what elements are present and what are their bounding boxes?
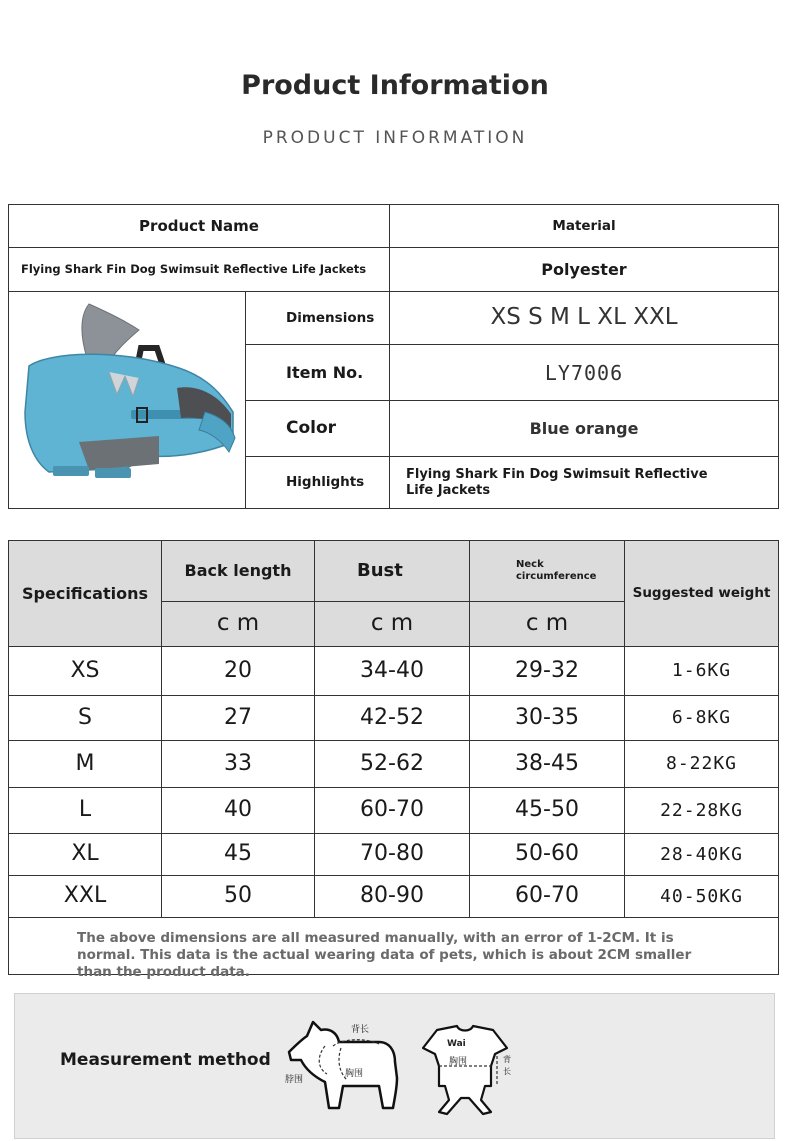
- measurement-note: The above dimensions are all measured manually, with an error of 1-2CM. It is normal. This data is the actual wearing data of pets, which is about 2CM smaller than the product data.: [8, 917, 779, 975]
- front-back-label-2: 长: [503, 1067, 511, 1076]
- product-info-table: [8, 204, 779, 509]
- bust-unit: c m: [314, 601, 470, 647]
- size-chart-table: [8, 540, 779, 980]
- neck-unit: c m: [469, 601, 625, 647]
- row-size: XS: [8, 646, 162, 696]
- material-value: Polyester: [389, 247, 779, 292]
- row-back-length: 20: [161, 646, 315, 696]
- garment-front-diagram-icon: [415, 1022, 515, 1118]
- row-back-length: 50: [161, 875, 315, 918]
- color-label: Color: [245, 400, 390, 457]
- back-length-header: Back length: [161, 540, 315, 602]
- row-weight: 28-40KG: [624, 833, 779, 876]
- item-no-label: Item No.: [245, 344, 390, 401]
- row-weight: 8-22KG: [624, 740, 779, 788]
- row-size: XXL: [8, 875, 162, 918]
- row-bust: 52-62: [314, 740, 470, 788]
- row-weight: 1-6KG: [624, 646, 779, 696]
- row-weight: 22-28KG: [624, 787, 779, 834]
- item-no-value: LY7006: [389, 344, 779, 401]
- material-label: Material: [389, 204, 779, 248]
- row-size: L: [8, 787, 162, 834]
- highlights-value: Flying Shark Fin Dog Swimsuit Reflective Life Jackets: [389, 456, 779, 509]
- row-back-length: 40: [161, 787, 315, 834]
- row-weight: 6-8KG: [624, 695, 779, 741]
- row-bust: 80-90: [314, 875, 470, 918]
- page-subtitle: PRODUCT INFORMATION: [262, 128, 528, 148]
- measurement-method-label: Measurement method: [60, 1050, 271, 1070]
- row-back-length: 27: [161, 695, 315, 741]
- specifications-header: Specifications: [8, 540, 162, 647]
- row-bust: 42-52: [314, 695, 470, 741]
- color-value: Blue orange: [389, 400, 779, 457]
- row-neck: 50-60: [469, 833, 625, 876]
- row-neck: 29-32: [469, 646, 625, 696]
- back-length-unit: c m: [161, 601, 315, 647]
- side-back-label: 背长: [351, 1025, 370, 1035]
- highlights-label: Highlights: [245, 456, 390, 509]
- bust-header: Bust: [314, 540, 470, 602]
- suggested-weight-header: Suggested weight: [624, 540, 779, 647]
- product-name-label: Product Name: [8, 204, 390, 248]
- row-size: XL: [8, 833, 162, 876]
- row-bust: 34-40: [314, 646, 470, 696]
- row-size: M: [8, 740, 162, 788]
- row-size: S: [8, 695, 162, 741]
- page-title: Product Information: [241, 70, 549, 101]
- row-neck: 38-45: [469, 740, 625, 788]
- dimensions-label: Dimensions: [245, 291, 390, 345]
- row-weight: 40-50KG: [624, 875, 779, 918]
- product-name-value: Flying Shark Fin Dog Swimsuit Reflective Life Jackets: [8, 247, 390, 292]
- front-back-label-1: 背: [503, 1055, 511, 1064]
- neck-header: Neck circumference: [469, 540, 625, 602]
- row-back-length: 45: [161, 833, 315, 876]
- row-neck: 60-70: [469, 875, 625, 918]
- row-neck: 30-35: [469, 695, 625, 741]
- front-chest-label: 胸围: [449, 1057, 468, 1067]
- row-bust: 60-70: [314, 787, 470, 834]
- measurement-method-panel: [14, 993, 775, 1139]
- product-image: [8, 291, 246, 509]
- side-chest-label: 胸围: [345, 1069, 364, 1079]
- row-back-length: 33: [161, 740, 315, 788]
- dog-side-diagram-icon: [283, 1016, 407, 1120]
- dimensions-value: XS S M L XL XXL: [389, 291, 779, 345]
- side-neck-label: 脖围: [285, 1075, 304, 1085]
- front-waist-label: Wai: [447, 1039, 466, 1049]
- shark-life-jacket-image: [9, 292, 245, 508]
- row-bust: 70-80: [314, 833, 470, 876]
- row-neck: 45-50: [469, 787, 625, 834]
